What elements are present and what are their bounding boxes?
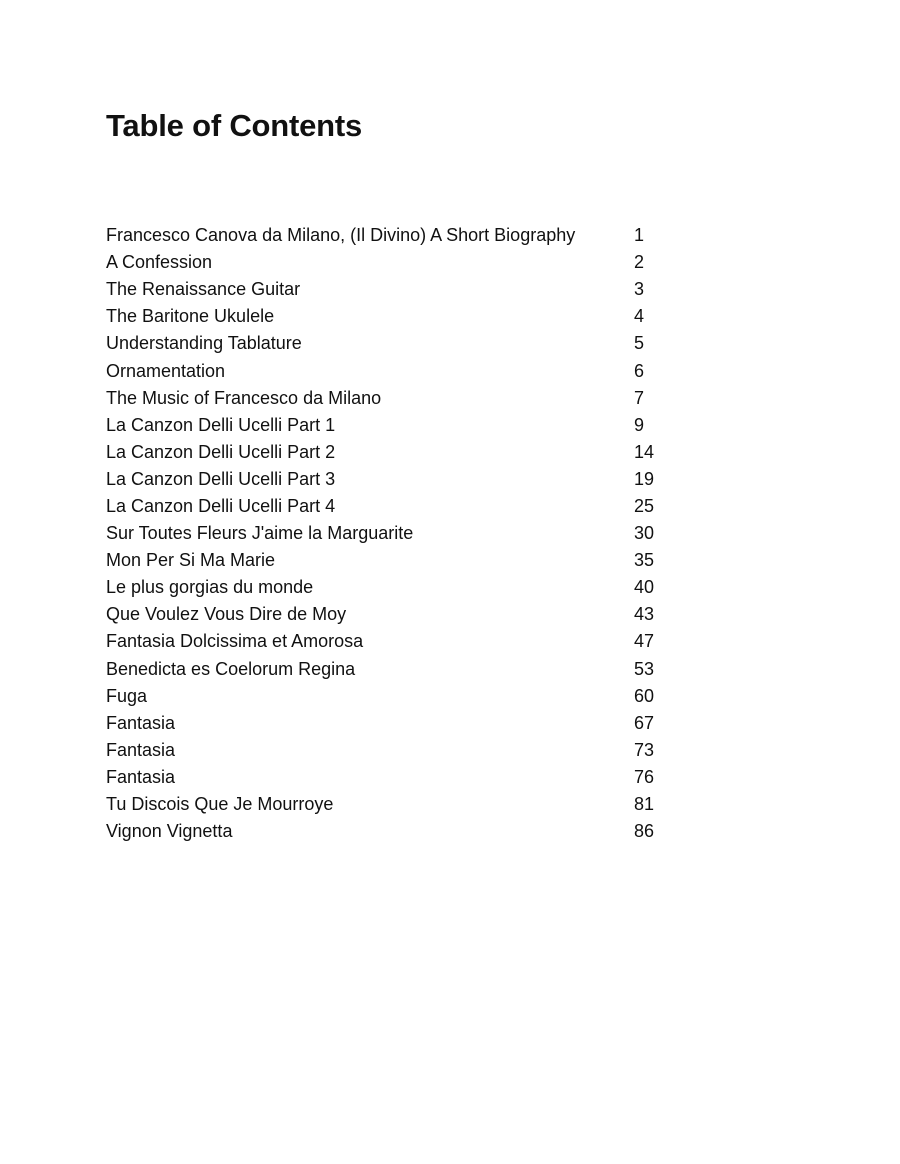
toc-entry-title: Vignon Vignetta bbox=[106, 821, 233, 842]
toc-entry-page: 81 bbox=[634, 794, 655, 815]
toc-entry bbox=[106, 249, 706, 276]
toc-entry-title: The Renaissance Guitar bbox=[106, 279, 301, 300]
toc-entry-page: 73 bbox=[634, 739, 655, 760]
toc-entry-title: Benedicta es Coelorum Regina bbox=[106, 658, 356, 679]
toc-entry-title: La Canzon Delli Ucelli Part 4 bbox=[106, 495, 336, 516]
toc-entry-title: Fantasia Dolcissima et Amorosa bbox=[106, 631, 364, 652]
toc-entry-title: Sur Toutes Fleurs J'aime la Marguarite bbox=[106, 523, 414, 544]
toc-entry bbox=[106, 710, 706, 737]
toc-entry-page: 25 bbox=[634, 495, 655, 516]
toc-entry-page: 5 bbox=[634, 333, 645, 354]
toc-list bbox=[106, 222, 706, 845]
toc-entry-title: The Music of Francesco da Milano bbox=[106, 387, 382, 408]
toc-entry-title: The Baritone Ukulele bbox=[106, 306, 275, 327]
toc-entry bbox=[106, 628, 706, 655]
toc-entry-page: 40 bbox=[634, 577, 655, 598]
toc-entry-title: Que Voulez Vous Dire de Moy bbox=[106, 604, 347, 625]
toc-entry-title: Fantasia bbox=[106, 712, 176, 733]
toc-entry-page: 60 bbox=[634, 685, 655, 706]
toc-entry-title: La Canzon Delli Ucelli Part 2 bbox=[106, 441, 336, 462]
toc-entry-page: 3 bbox=[634, 279, 645, 300]
toc-entry bbox=[106, 303, 706, 330]
toc-entry-title: Francesco Canova da Milano, (Il Divino) A Short Biography bbox=[106, 225, 576, 246]
toc-entry bbox=[106, 276, 706, 303]
toc-entry-title: La Canzon Delli Ucelli Part 1 bbox=[106, 414, 336, 435]
toc-entry-page: 86 bbox=[634, 821, 655, 842]
toc-entry-page: 67 bbox=[634, 712, 655, 733]
toc-entry bbox=[106, 330, 706, 357]
toc-entry bbox=[106, 764, 706, 791]
toc-entry-title: Understanding Tablature bbox=[106, 333, 302, 354]
toc-entry bbox=[106, 493, 706, 520]
toc-entry bbox=[106, 601, 706, 628]
toc-entry-title: La Canzon Delli Ucelli Part 3 bbox=[106, 468, 336, 489]
toc-entry-page: 4 bbox=[634, 306, 645, 327]
toc-entry-page: 30 bbox=[634, 523, 655, 544]
toc-entry-page: 6 bbox=[634, 360, 645, 381]
toc-entry bbox=[106, 737, 706, 764]
toc-entry-title: Fantasia bbox=[106, 739, 176, 760]
toc-entry-page: 76 bbox=[634, 766, 655, 787]
toc-entry bbox=[106, 547, 706, 574]
toc-entry-page: 47 bbox=[634, 631, 655, 652]
toc-entry bbox=[106, 439, 706, 466]
toc-entry bbox=[106, 791, 706, 818]
toc-entry-page: 9 bbox=[634, 414, 645, 435]
toc-entry bbox=[106, 656, 706, 683]
toc-entry-page: 43 bbox=[634, 604, 655, 625]
toc-entry-title: Fantasia bbox=[106, 766, 176, 787]
toc-entry-page: 53 bbox=[634, 658, 655, 679]
toc-entry-page: 19 bbox=[634, 468, 655, 489]
toc-entry bbox=[106, 412, 706, 439]
toc-entry-title: Mon Per Si Ma Marie bbox=[106, 550, 276, 571]
toc-entry-title: Tu Discois Que Je Mourroye bbox=[106, 794, 334, 815]
toc-entry bbox=[106, 222, 706, 249]
toc-entry-page: 14 bbox=[634, 441, 655, 462]
toc-entry-title: Le plus gorgias du monde bbox=[106, 577, 314, 598]
toc-entry bbox=[106, 357, 706, 384]
toc-entry-page: 2 bbox=[634, 252, 645, 273]
page-title: Table of Contents bbox=[106, 108, 363, 143]
toc-entry bbox=[106, 574, 706, 601]
toc-entry-title: Ornamentation bbox=[106, 360, 226, 381]
toc-entry-page: 1 bbox=[634, 225, 645, 246]
toc-entry bbox=[106, 818, 706, 845]
toc-entry-page: 7 bbox=[634, 387, 645, 408]
toc-entry-page: 35 bbox=[634, 550, 655, 571]
toc-entry bbox=[106, 385, 706, 412]
toc-entry bbox=[106, 683, 706, 710]
toc-entry-title: A Confession bbox=[106, 252, 213, 273]
toc-entry bbox=[106, 520, 706, 547]
toc-entry-title: Fuga bbox=[106, 685, 148, 706]
toc-entry bbox=[106, 466, 706, 493]
